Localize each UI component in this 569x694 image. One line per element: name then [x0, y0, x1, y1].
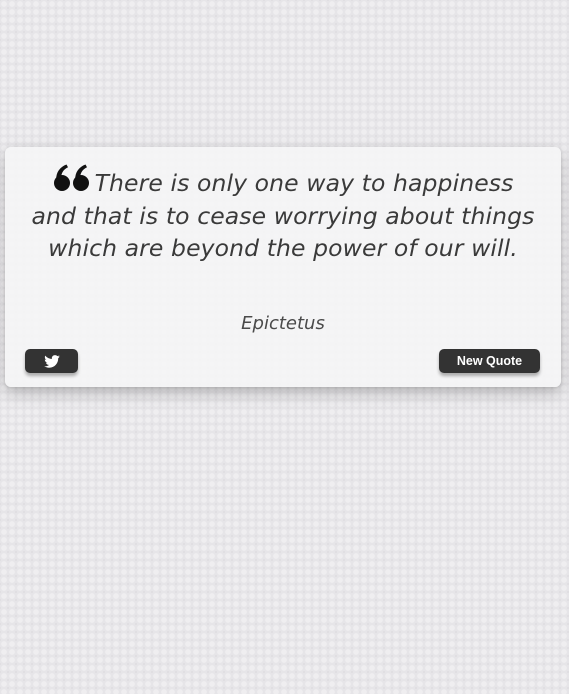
tweet-button[interactable] [25, 349, 78, 373]
twitter-icon [44, 355, 60, 368]
quote-left-icon [53, 163, 91, 193]
quote-author: Epictetus [241, 313, 325, 334]
quote-box [27, 163, 539, 265]
quote-card [5, 147, 561, 387]
quote-text: There is only one way to happiness and that is to cease worrying about things which are beyond the power of our will. [31, 169, 535, 262]
new-quote-button[interactable]: New Quote [439, 349, 540, 373]
